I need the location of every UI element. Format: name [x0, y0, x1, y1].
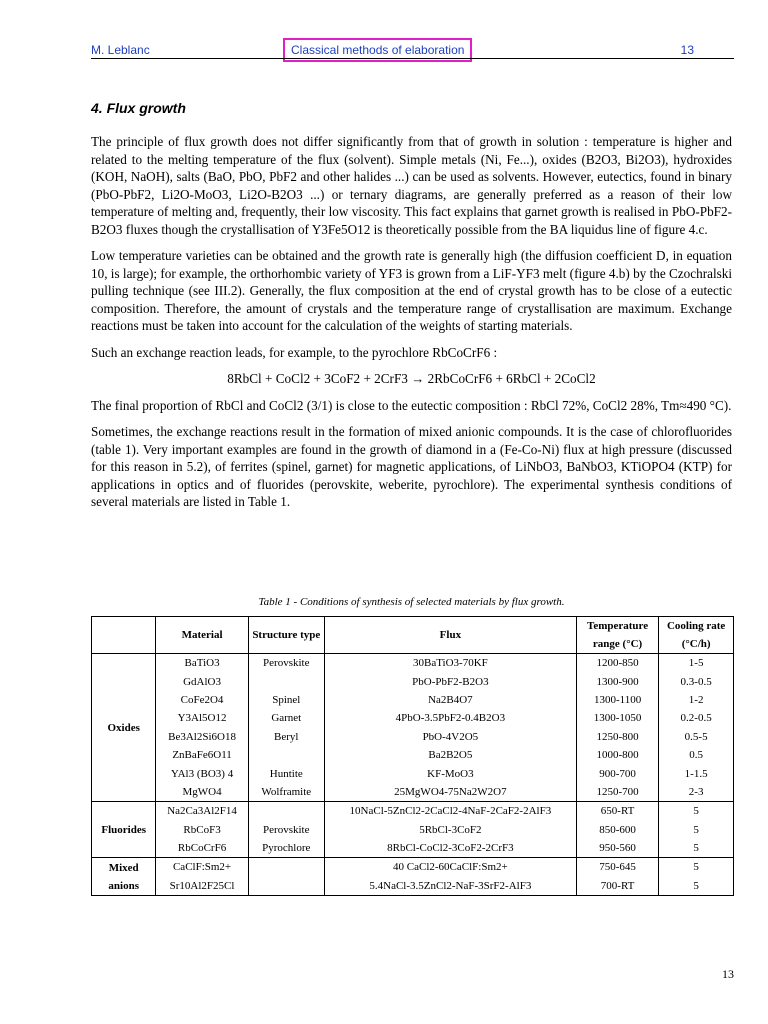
- header-page-number: 13: [680, 43, 694, 57]
- cell-structure: Beryl: [248, 728, 324, 746]
- cell-rate: 1-2: [659, 691, 734, 709]
- cell-flux: PbO-4V2O5: [324, 728, 576, 746]
- cell-flux: 30BaTiO3-70KF: [324, 654, 576, 673]
- cell-flux: 8RbCl-CoCl2-3CoF2-2CrF3: [324, 839, 576, 858]
- group-label: Fluorides: [92, 802, 156, 858]
- cell-rate: 5: [659, 877, 734, 896]
- cell-material: Be3Al2Si6O18: [156, 728, 248, 746]
- cell-rate: 0.5-5: [659, 728, 734, 746]
- header-author: M. Leblanc: [91, 43, 150, 57]
- cell-structure: Perovskite: [248, 821, 324, 839]
- table-row: [92, 839, 734, 858]
- cell-temp: 750-645: [576, 858, 658, 877]
- table-row: [92, 672, 734, 690]
- cell-flux: Ba2B2O5: [324, 746, 576, 764]
- cell-rate: 0.2-0.5: [659, 709, 734, 727]
- cell-rate: 1-5: [659, 654, 734, 673]
- header-temperature: Temperature range (°C): [576, 617, 658, 654]
- cell-flux: 25MgWO4-75Na2W2O7: [324, 783, 576, 802]
- header-cooling: Cooling rate (°C/h): [659, 617, 734, 654]
- cell-material: GdAlO3: [156, 672, 248, 690]
- table-row: [92, 764, 734, 782]
- table-row: [92, 728, 734, 746]
- cell-material: RbCoCrF6: [156, 839, 248, 858]
- cell-flux: 40 CaCl2-60CaClF:Sm2+: [324, 858, 576, 877]
- cell-temp: 1200-850: [576, 654, 658, 673]
- cell-structure: [248, 858, 324, 877]
- table-row: [92, 746, 734, 764]
- table-row: [92, 691, 734, 709]
- paragraph-1: The principle of flux growth does not differ significantly from that of growth in solution : temperature is higher and related to the melting temperature of the flux (solvent). Simple metals (Ni, Fe...), oxides (B2O3, Bi2O3), hydroxides (KOH, NaOH), salts (BaO, PbO, PbF2 and other halides ...) can be used as solvents. However, eutectics, found in binary (PbO-PbF2, Li2O-MoO3, Li2O-B2O3 ...) or ternary diagrams, are generally preferred as a reason of their low temperature of melting and, frequently, their low viscosity. This fact explains that garnet growth is realised in PbO-PbF2-B2O3 fluxes though the crystallisation of Y3Fe5O12 is theoretically possible from the BA liquidus line of figure 4.c.: [91, 134, 732, 237]
- cell-structure: [248, 746, 324, 764]
- cell-temp: 1300-1100: [576, 691, 658, 709]
- cell-flux: 5.4NaCl-3.5ZnCl2-NaF-3SrF2-AlF3: [324, 877, 576, 896]
- cell-material: CaClF:Sm2+: [156, 858, 248, 877]
- cell-temp: 850-600: [576, 821, 658, 839]
- cell-rate: 5: [659, 858, 734, 877]
- cell-flux: 5RbCl-3CoF2: [324, 821, 576, 839]
- page-header: [91, 41, 734, 59]
- cell-structure: [248, 802, 324, 821]
- cell-temp: 950-560: [576, 839, 658, 858]
- cell-material: YAl3 (BO3) 4: [156, 764, 248, 782]
- cell-structure: Huntite: [248, 764, 324, 782]
- cell-material: ZnBaFe6O11: [156, 746, 248, 764]
- cell-material: BaTiO3: [156, 654, 248, 673]
- footer-page-number: 13: [722, 967, 734, 981]
- cell-rate: 5: [659, 802, 734, 821]
- cell-rate: 2-3: [659, 783, 734, 802]
- table-row: [92, 783, 734, 802]
- section-title: 4. Flux growth: [91, 100, 186, 116]
- cell-structure: Wolframite: [248, 783, 324, 802]
- table-row: [92, 654, 734, 673]
- cell-temp: 1250-700: [576, 783, 658, 802]
- cell-flux: 10NaCl-5ZnCl2-2CaCl2-4NaF-2CaF2-2AlF3: [324, 802, 576, 821]
- cell-temp: 700-RT: [576, 877, 658, 896]
- cell-structure: [248, 672, 324, 690]
- table-row: [92, 858, 734, 877]
- table-caption: Table 1 - Conditions of synthesis of selected materials by flux growth.: [258, 596, 565, 608]
- cell-structure: [248, 877, 324, 896]
- cell-structure: Spinel: [248, 691, 324, 709]
- table-row: [92, 802, 734, 821]
- reaction-equation: 8RbCl + CoCl2 + 3CoF2 + 2CrF3 → 2RbCoCrF6 + 6RbCl + 2CoCl2: [227, 371, 596, 386]
- cell-material: Na2Ca3Al2F14: [156, 802, 248, 821]
- cell-flux: 4PbO-3.5PbF2-0.4B2O3: [324, 709, 576, 727]
- group-label: Mixed anions: [92, 858, 156, 896]
- group-label: Oxides: [92, 654, 156, 802]
- cell-rate: 0.3-0.5: [659, 672, 734, 690]
- body-text: [91, 133, 732, 520]
- cell-material: CoFe2O4: [156, 691, 248, 709]
- cell-temp: 1300-900: [576, 672, 658, 690]
- header-structure: Structure type: [248, 617, 324, 654]
- cell-material: Sr10Al2F25Cl: [156, 877, 248, 896]
- cell-rate: 5: [659, 839, 734, 858]
- cell-rate: 1-1.5: [659, 764, 734, 782]
- cell-material: Y3Al5O12: [156, 709, 248, 727]
- cell-flux: KF-MoO3: [324, 764, 576, 782]
- cell-temp: 1000-800: [576, 746, 658, 764]
- header-group-column: [92, 617, 156, 654]
- paragraph-2: Low temperature varieties can be obtained and the growth rate is generally high (the diffusion coefficient D, in equation 10, is large); for example, the orthorhombic variety of YF3 is grown from a LiF-YF3 melt (figure 4.b) by the Czochralski pulling technique (see III.2). Generally, the flux composition at the end of crystal growth has to be close of a eutectic composition. Therefore, the amount of crystals and the temperature range of crystallisation are maximum. Exchange reactions must be taken into account for the calculation of the weights of starting materials.: [91, 248, 732, 333]
- table-row: [92, 821, 734, 839]
- cell-temp: 1250-800: [576, 728, 658, 746]
- table-row: [92, 877, 734, 896]
- cell-temp: 900-700: [576, 764, 658, 782]
- cell-flux: Na2B4O7: [324, 691, 576, 709]
- cell-structure: Pyrochlore: [248, 839, 324, 858]
- cell-structure: Garnet: [248, 709, 324, 727]
- table-row: [92, 709, 734, 727]
- paragraph-3: Such an exchange reaction leads, for example, to the pyrochlore RbCoCrF6 :: [91, 344, 498, 360]
- cell-rate: 0.5: [659, 746, 734, 764]
- cell-material: RbCoF3: [156, 821, 248, 839]
- header-material: Material: [156, 617, 248, 654]
- header-flux: Flux: [324, 617, 576, 654]
- header-rule: [91, 58, 734, 59]
- table-body: [92, 654, 734, 896]
- paragraph-4: The final proportion of RbCl and CoCl2 (3/1) is close to the eutectic composition : RbCl 72%, CoCl2 28%, Tm≈490 °C).: [91, 397, 732, 413]
- cell-material: MgWO4: [156, 783, 248, 802]
- cell-flux: PbO-PbF2-B2O3: [324, 672, 576, 690]
- cell-rate: 5: [659, 821, 734, 839]
- header-chapter-title[interactable]: Classical methods of elaboration: [283, 38, 472, 62]
- cell-temp: 1300-1050: [576, 709, 658, 727]
- cell-temp: 650-RT: [576, 802, 658, 821]
- paragraph-5: Sometimes, the exchange reactions result in the formation of mixed anionic compounds. It is the case of chlorofluorides (table 1). Very important examples are found in the growth of diamond in a (Fe-Co-Ni) flux at high pressure (discussed for this reason in 5.2), of ferrites (spinel, garnet) for magnetic applications, of LiNbO3, BaNbO3, KTiOPO4 (KTP) for applications in optics and of fluorides (perovskite, weberite, pyrochlore). The experimental synthesis conditions of several materials are listed in Table 1.: [91, 424, 732, 509]
- synthesis-conditions-table: [91, 616, 734, 896]
- cell-structure: Perovskite: [248, 654, 324, 673]
